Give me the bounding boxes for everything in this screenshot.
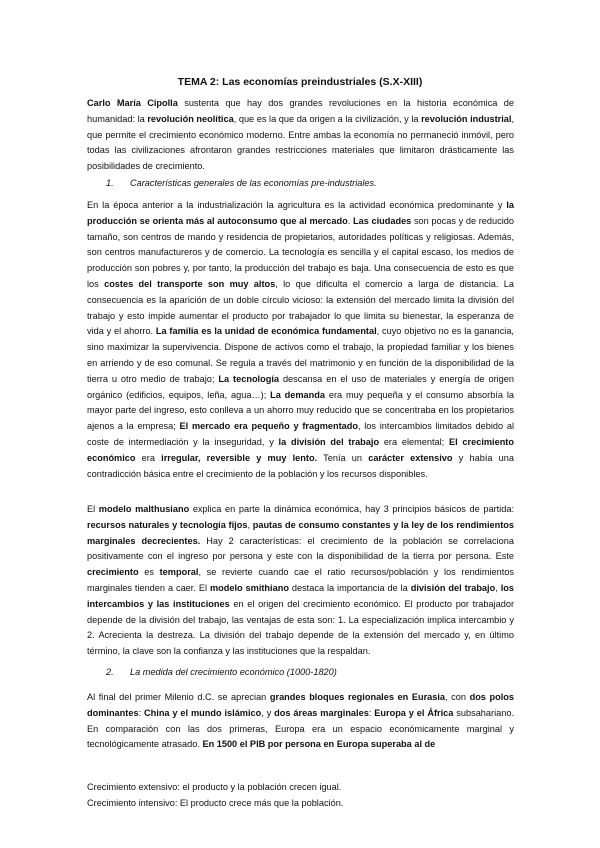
text-run: Tenía un (317, 452, 369, 463)
text-run: explica en parte la dinámica económica, hay 3 principios básicos de partida: (189, 504, 514, 514)
bold-run: crecimiento (87, 567, 139, 578)
intro-paragraph (87, 96, 514, 175)
bold-run: Las ciudades (352, 215, 412, 226)
bold-run: irregular, reversible y muy lento. (161, 452, 318, 463)
text-run: : (138, 707, 145, 718)
section-heading-2 (106, 667, 337, 677)
text-run: , que permite el crecimiento económico moderno. Entre ambas la economía no permaneció inmóvil, pero todas las civilizaciones afrontaron grandes restricciones materiales que limitaron drásticamente las posibilidades de crecimiento. (87, 113, 515, 172)
paragraph-growth (87, 690, 514, 753)
bold-run: El mercado era pequeño y fragmentado (179, 421, 358, 432)
text-run: : (368, 707, 375, 718)
text-run: , se revierte cuando cae el ratio recursos/población y los rendimientos marginales tienden a caer. El (87, 567, 515, 593)
bold-run: recursos naturales y tecnología fijos (87, 519, 248, 530)
footnote-line: Crecimiento extensivo: el producto y la población crecen igual. (87, 782, 342, 792)
text-run: destaca la importancia de la (288, 582, 411, 593)
text-run: era muy pequeña y el consumo absorbía la mayor parte del ingreso, esto conlleva a un ahorro muy reducido que se concentraba en los propietarios ajenos a la empresa; (87, 389, 514, 432)
bold-run: carácter extensivo (368, 452, 453, 463)
bold-run: La tecnología (218, 373, 279, 384)
bold-run: la división del trabajo (278, 436, 380, 447)
section-number: 2. (106, 667, 114, 677)
text-run: , (247, 519, 253, 530)
text-run: , y (261, 707, 275, 718)
text-run: era (135, 452, 162, 463)
text-run: Al final del primer Milenio d.C. se aprecian (87, 692, 270, 702)
section-heading-1 (106, 178, 377, 188)
bold-run: La familia es la unidad de económica fundamental (155, 326, 377, 337)
bold-run: los intercambios y las instituciones (87, 582, 514, 609)
paragraph-models (87, 502, 514, 660)
text-run: subsahariano. En comparación con las dos primeras, Europa era un espacio económicamente marginal y tecnológicamente atrasado. (87, 707, 515, 750)
text-run: descansa en el uso de materiales y energía de origen orgánico (edificios, equipos, leña, agua…); (87, 373, 515, 400)
text-run: , cuyo objetivo no es la ganancia, sino maximizar la supervivencia. Dispone de activos como el trabajo, la propiedad familiar y los bienes en arriendo y de eso comunal. Se regula a través del matrimonio y en función de la disponibilidad de la tierra u otro medio de trabajo; (87, 326, 514, 384)
text-run: es (138, 567, 160, 578)
text-run: y había una contradicción básica entre el crecimiento de la población y los recursos disponibles. (87, 452, 514, 479)
bold-run: Carlo María Cipolla (87, 98, 178, 108)
text-run: , que es la que da origen a la civilización, y la (233, 113, 422, 124)
footnote-line: Crecimiento intensivo: El producto crece más que la población. (87, 797, 344, 808)
bold-run: la producción se orienta más al autoconsumo que al mercado (87, 200, 514, 226)
text-run: El (87, 504, 99, 514)
paragraph-characteristics (87, 198, 514, 482)
bold-run: revolución neolítica (147, 113, 234, 124)
section-number: 1. (106, 178, 114, 188)
bold-run: costes del transporte son muy altos (104, 278, 276, 289)
text-run: , los intercambios limitados debido al coste de intermediación y la inseguridad, y (87, 421, 514, 447)
bold-run: dos áreas marginales (274, 707, 369, 718)
text-run: sustenta que hay dos grandes revoluciones en la historia económica de humanidad: la (87, 98, 515, 124)
bold-run: China y el mundo islámico (144, 707, 262, 718)
section-title: Características generales de las economías pre-industriales. (130, 178, 377, 188)
bold-run: El crecimiento económico (87, 436, 514, 463)
section-title: La medida del crecimiento económico (1000-1820) (130, 667, 337, 677)
bold-run: Europa y el África (374, 707, 454, 718)
text-run: , con (445, 692, 470, 702)
text-run: . (347, 215, 353, 226)
bold-run: En 1500 el PIB por persona en Europa superaba al de (202, 739, 436, 750)
text-run: En la época anterior a la industrialización la agricultura es la actividad económica predominante y (87, 200, 507, 210)
text-run: Hay 2 características: el crecimiento de la población se correlaciona positivamente con el ingreso por persona y este con la disponibilidad de la tierra por persona. Este (87, 535, 514, 562)
bold-run: división del trabajo (410, 582, 496, 593)
text-run: , (495, 582, 501, 593)
bold-run: revolución industrial (421, 113, 512, 124)
text-run: era elemental; (379, 436, 449, 447)
footnote (87, 780, 527, 811)
bold-run: modelo smithiano (209, 582, 289, 593)
bold-run: modelo malthusiano (98, 504, 190, 514)
bold-run: pautas de consumo constantes y la ley de los rendimientos marginales decrecientes. (87, 519, 515, 546)
text-run: son pocas y de reducido tamaño, son centros de mando y residencia de propietarios, autoridades políticas y religiosas. Además, son centros manufactureros y de comercio. La tecnología es sencilla y el capital escaso, los medios de producción son pobres y, por tanto, la producción del trabajo es baja. Una consecuencia de esto es que los (87, 215, 514, 289)
bold-run: temporal (159, 567, 199, 578)
text-run: , lo que dificulta el comercio a larga de distancia. La consecuencia es la aparición de un doble círculo vicioso: la extensión del mercado limita la división del trabajo y esto impide aumentar el producto por trabajador lo que limita su bienestar, la esperanza de vida y el ahorro. (87, 278, 514, 337)
bold-run: La demanda (270, 389, 325, 400)
page-title: TEMA 2: Las economías preindustriales (S.X-XIII) (177, 76, 423, 88)
text-run: en el origen del crecimiento económico. El producto por trabajador depende de la división del trabajo, las ventajas de esta son: 1. La especialización implica intercambio y 2. Acrecienta la destreza. La división del trabajo depende de la extensión del mercado y, en último término, la clave son la confianza y las instituciones que la respaldan. (87, 598, 515, 657)
bold-run: dos polos dominantes (87, 692, 514, 718)
bold-run: grandes bloques regionales en Eurasia (269, 692, 446, 702)
